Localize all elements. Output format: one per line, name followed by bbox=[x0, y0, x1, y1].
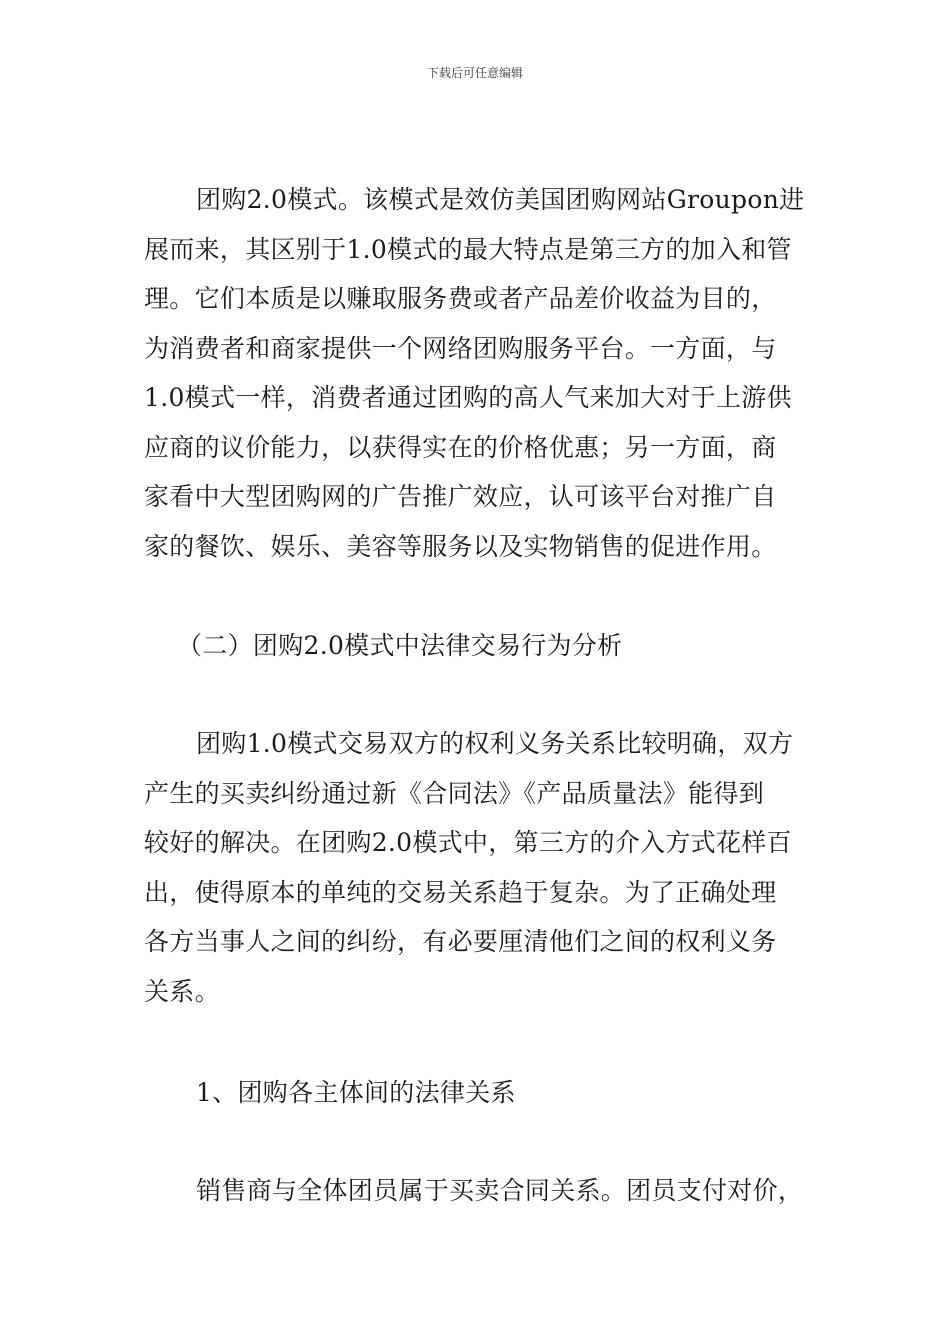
paragraph-3 bbox=[144, 1166, 806, 1216]
subsection-heading bbox=[144, 1068, 806, 1118]
paragraph-line: 家的餐饮、娱乐、美容等服务以及实物销售的促进作用。 bbox=[144, 531, 777, 561]
paragraph-line: 较好的解决。在团购2.0模式中，第三方的介入方式花样百 bbox=[144, 828, 792, 857]
paragraph-line: 1.0模式一样，消费者通过团购的高人气来加大对于上游供 bbox=[144, 383, 792, 412]
paragraph-line: 各方当事人之间的纠纷，有必要厘清他们之间的权利义务 bbox=[144, 927, 777, 956]
paragraph-2 bbox=[144, 719, 806, 1016]
paragraph-line: 展而来，其区别于1.0模式的最大特点是第三方的加入和管 bbox=[144, 234, 792, 264]
subsection-heading-text: 1、团购各主体间的法律关系 bbox=[196, 1078, 516, 1107]
header-note: 下载后可任意编辑 bbox=[426, 66, 523, 80]
paragraph-line: 关系。 bbox=[144, 976, 220, 1006]
section-heading-text: （二）团购2.0模式中法律交易行为分析 bbox=[177, 631, 623, 660]
paragraph-line: 产生的买卖纠纷通过新《合同法》《产品质量法》能得到 bbox=[144, 778, 765, 808]
paragraph-line: 应商的议价能力，以获得实在的价格优惠；另一方面，商 bbox=[144, 432, 777, 462]
section-heading bbox=[144, 621, 806, 671]
paragraph-line: 团购1.0模式交易双方的权利义务关系比较明确，双方 bbox=[196, 729, 794, 758]
paragraph-line: 销售商与全体团员属于买卖合同关系。团员支付对价， bbox=[196, 1176, 804, 1205]
paragraph-line: 为消费者和商家提供一个网络团购服务平台。一方面，与 bbox=[144, 333, 777, 363]
paragraph-line: 团购2.0模式。该模式是效仿美国团购网站Groupon进 bbox=[196, 185, 805, 214]
paragraph-line: 家看中大型团购网的广告推广效应，认可该平台对推广自 bbox=[144, 482, 777, 511]
paragraph-line: 出，使得原本的单纯的交易关系趋于复杂。为了正确处理 bbox=[144, 877, 777, 907]
paragraph-1 bbox=[144, 175, 806, 571]
paragraph-line: 理。它们本质是以赚取服务费或者产品差价收益为目的， bbox=[144, 284, 777, 313]
